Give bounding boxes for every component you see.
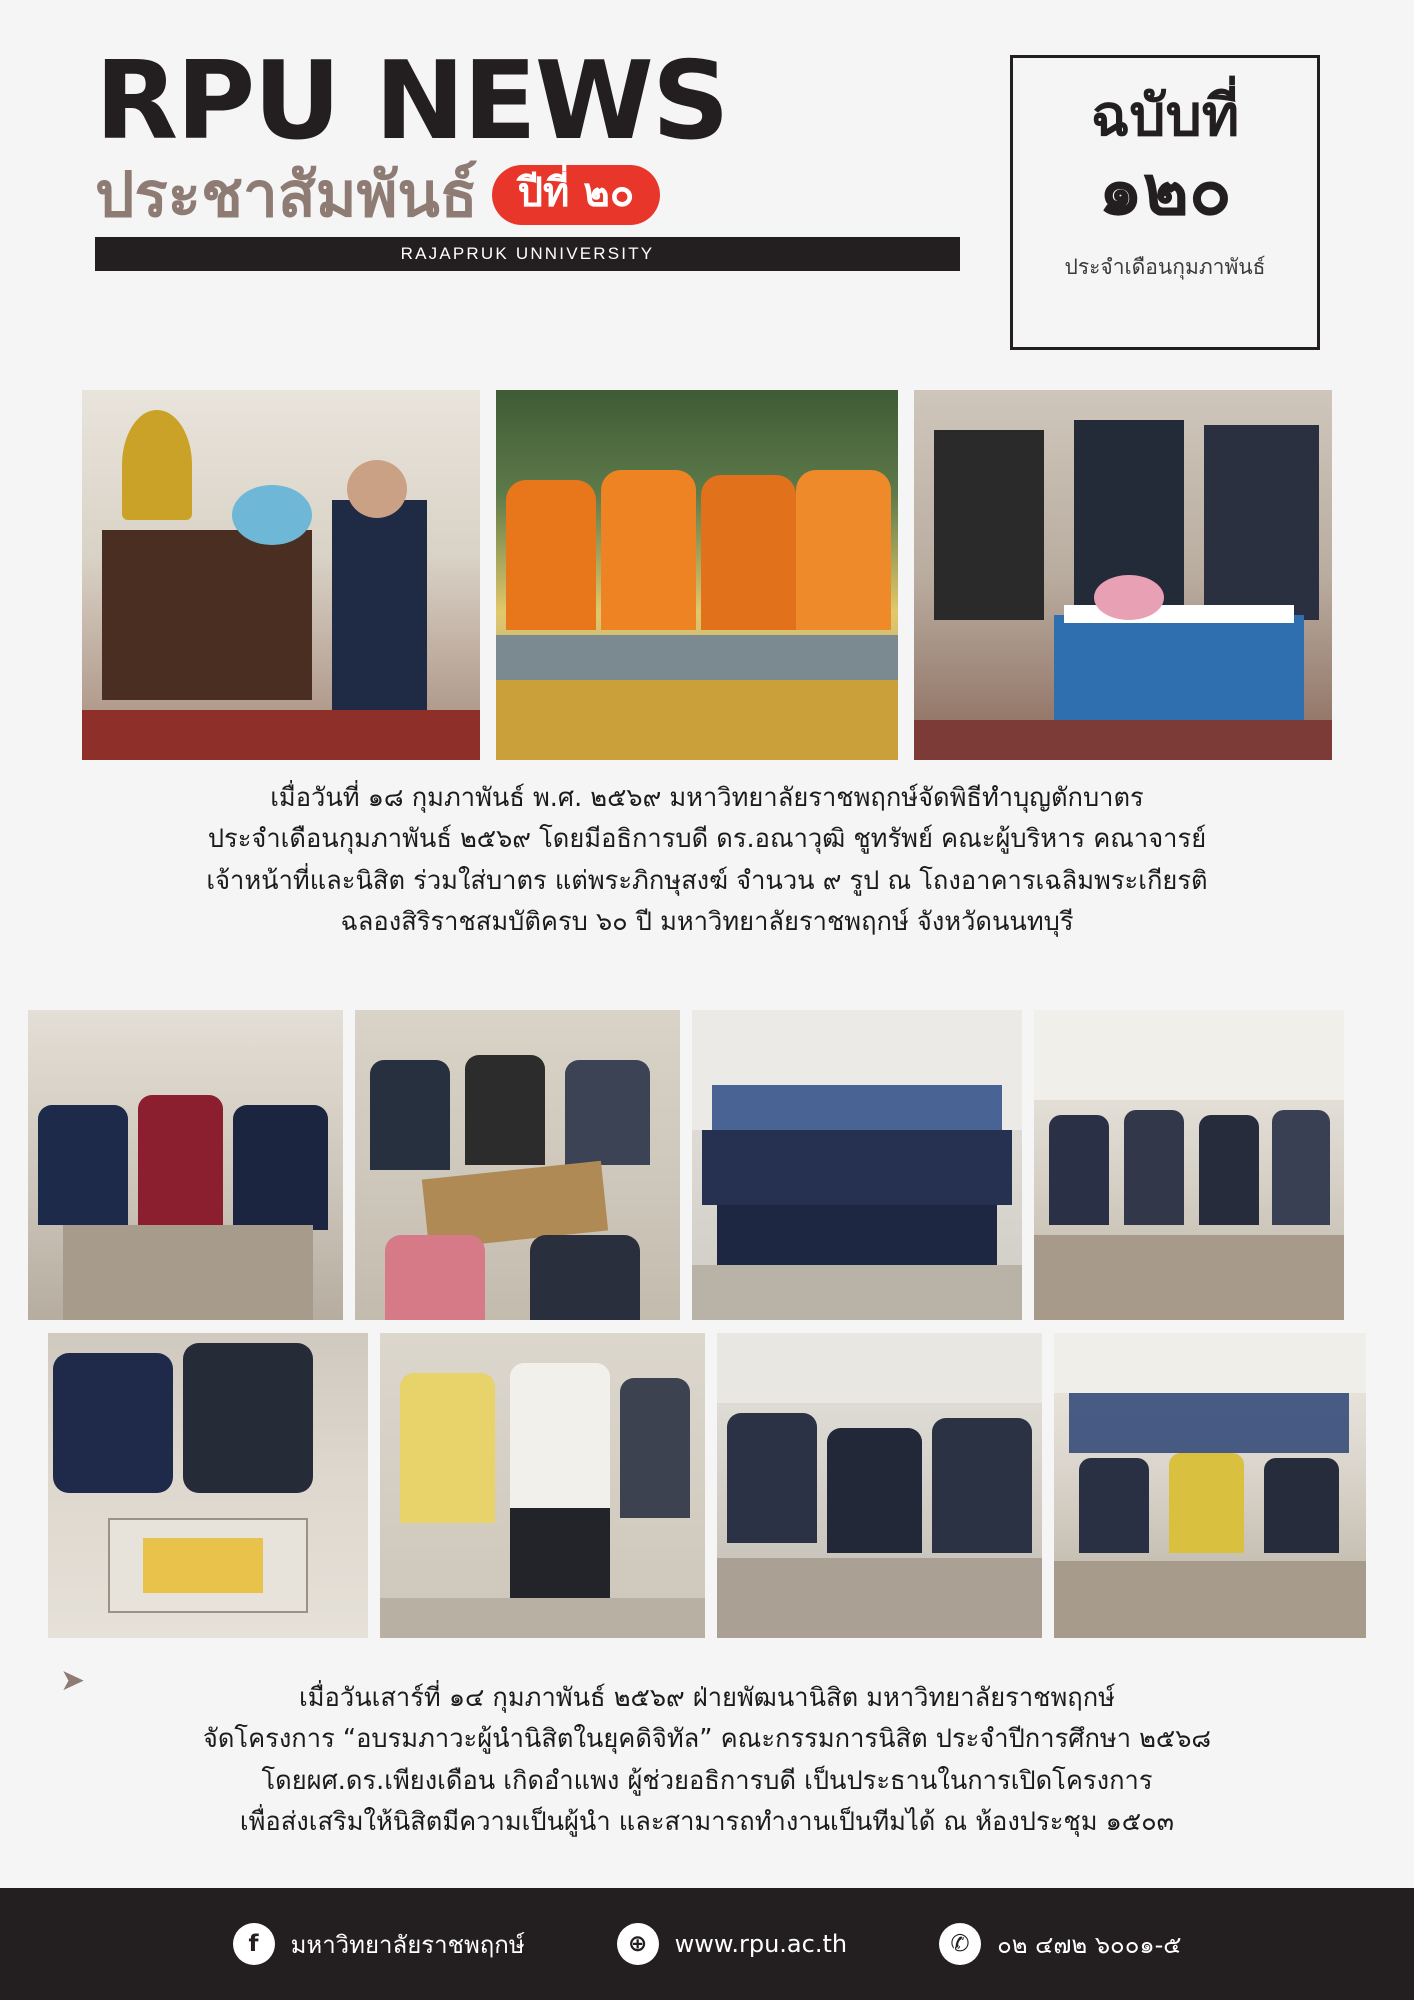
photo-students-floor-activity — [717, 1333, 1042, 1638]
photo-workshop-group-activity — [28, 1010, 343, 1320]
photo-students-paper-activity — [355, 1010, 680, 1320]
photo-circle-activity-hall — [1034, 1010, 1344, 1320]
header — [0, 0, 1414, 375]
caption-ceremony — [92, 778, 1322, 943]
photo-stage-activity-wide — [1054, 1333, 1366, 1638]
issue-box — [1010, 55, 1320, 350]
caption2-line-2: จัดโครงการ “อบรมภาวะผู้นำนิสิตในยุคดิจิทัล” คณะกรรมการนิสิต ประจำปีการศึกษา ๒๕๖๘ — [202, 1724, 1212, 1755]
footer-phone-label: ๐๒ ๔๗๒ ๖๐๐๑-๕ — [997, 1930, 1182, 1959]
page-title: RPU NEWS — [95, 39, 728, 164]
caption1-line-3: เจ้าหน้าที่และนิสิต ร่วมใส่บาตร แต่พระภิกษุสงฆ์ จำนวน ๙ รูป ณ โถงอาคารเฉลิมพระเกียรติ — [206, 865, 1208, 896]
university-bar — [95, 237, 960, 271]
photo-hands-on-craft — [48, 1333, 368, 1638]
footer-phone[interactable] — [893, 1923, 1227, 1965]
issue-number: ๑๒๐ — [1098, 148, 1232, 231]
footer-facebook-label: มหาวิทยาลัยราชพฤกษ์ — [290, 1930, 525, 1959]
caption-leadership-training — [92, 1678, 1322, 1843]
caption2-line-1: เมื่อวันเสาร์ที่ ๑๔ กุมภาพันธ์ ๒๕๖๙ ฝ่ายพัฒนานิสิต มหาวิทยาลัยราชพฤกษ์ — [299, 1683, 1115, 1713]
footer-website[interactable] — [571, 1923, 893, 1965]
chevron-right-icon: ➤ — [60, 1663, 86, 1698]
year-badge: ปีที่ ๒๐ — [492, 165, 660, 225]
caption1-line-1: เมื่อวันที่ ๑๘ กุมภาพันธ์ พ.ศ. ๒๕๖๙ มหาวิทยาลัยราชพฤกษ์จัดพิธีทำบุญตักบาตร — [270, 783, 1144, 813]
footer-website-label: www.rpu.ac.th — [674, 1930, 848, 1958]
caption1-line-2: ประจำเดือนกุมภาพันธ์ ๒๕๖๙ โดยมีอธิการบดี ดร.อณาวุฒิ ชูทรัพย์ คณะผู้บริหาร คณาจารย์ — [207, 824, 1207, 855]
caption2-line-3: โดยผศ.ดร.เพียงเดือน เกิดอำแพง ผู้ช่วยอธิการบดี เป็นประธานในการเปิดโครงการ — [261, 1765, 1153, 1796]
footer — [0, 1888, 1414, 2000]
photo-executives-ceremony — [914, 390, 1332, 760]
footer-facebook[interactable] — [187, 1923, 571, 1965]
masthead-subtitle-row — [95, 158, 975, 231]
caption1-line-4: ฉลองสิริราชสมบัติครบ ๖๐ ปี มหาวิทยาลัยราชพฤกษ์ จังหวัดนนทบุรี — [340, 906, 1074, 937]
masthead-subtitle: ประชาสัมพันธ์ — [95, 158, 478, 231]
caption2-line-4: เพื่อส่งเสริมให้นิสิตมีความเป็นผู้นำ และสามารถทำงานเป็นทีมได้ ณ ห้องประชุม ๑๕๐๓ — [239, 1806, 1175, 1837]
photo-group-photo-auditorium — [692, 1010, 1022, 1320]
phone-icon: ✆ — [939, 1923, 981, 1965]
photo-monk-offering-table — [82, 390, 480, 760]
photo-monks-seated — [496, 390, 898, 760]
facebook-icon: f — [233, 1923, 275, 1965]
issue-month: ประจำเดือนกุมภาพันธ์ — [1064, 254, 1266, 279]
university-name: RAJAPRUK UNNIVERSITY — [400, 244, 655, 264]
masthead — [95, 39, 975, 271]
issue-label: ฉบับที่ — [1090, 83, 1240, 149]
photo-team-building-string — [380, 1333, 705, 1638]
globe-icon: ⊕ — [617, 1923, 659, 1965]
